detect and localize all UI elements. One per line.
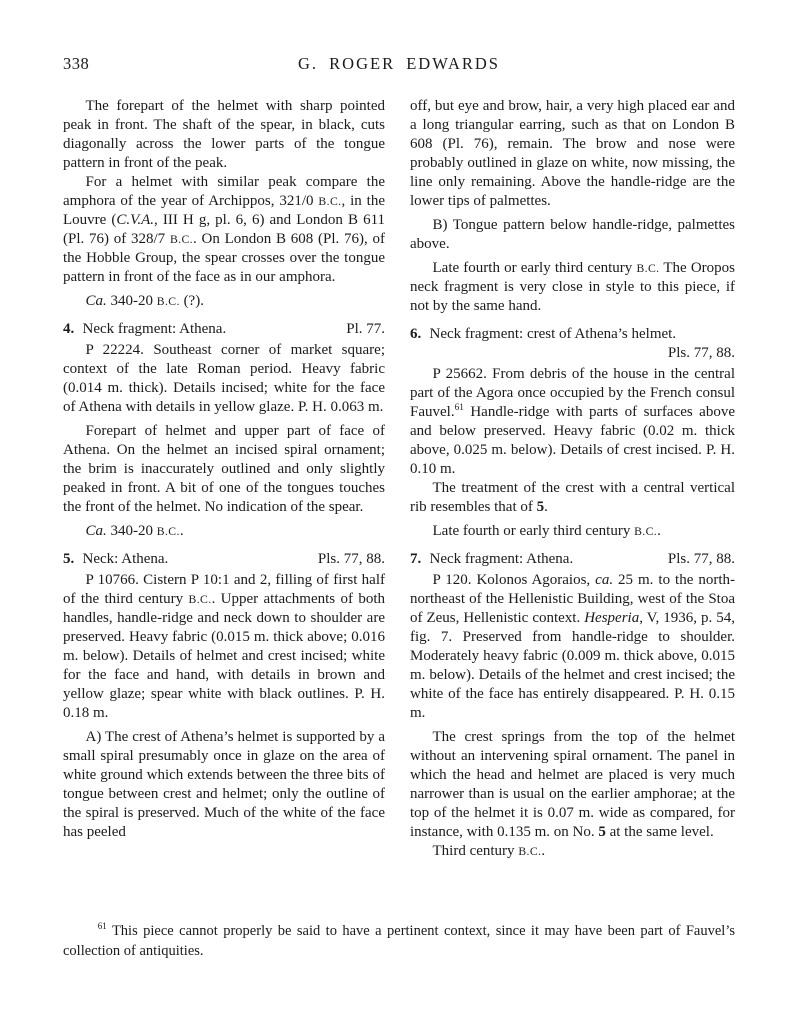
text-segment: B.C. [169,233,193,246]
footnote [63,921,735,961]
entry-heading [410,550,735,569]
page-header [63,53,735,74]
body-paragraph [63,522,385,541]
body-paragraph [410,259,735,316]
text-segment: V, 1936, p. 54, fig. 7. Preserved from handle-ridge to shoulder. Moderately heavy fabric (0.009 m. thick above, 0.015 m. below). Details of the helmet and crest incised; the white of the face has entirely disappeared. P. H. 0.15 m. [410,610,735,721]
text-segment: . [541,843,546,859]
text-segment: P 120. Kolonos Agoraios, [432,572,596,588]
body-paragraph [63,728,385,842]
text-segment: 340-20 [106,293,157,309]
entry-heading [410,325,735,363]
text-segment: Late fourth or early third century [432,260,637,276]
plate-reference: Pls. 77, 88. [317,551,385,567]
text-segment: The Oropos neck fragment is very close in style to this piece, if not by the same hand. [410,260,735,314]
text-segment: Handle-ridge with parts of surfaces above and below preserved. Heavy fabric (0.02 m. thick above, 0.025 m. below). Details of crest incised. P. H. 0.10 m. [410,404,735,477]
text-segment: B.C. [636,262,660,275]
body-paragraph [63,341,385,417]
body-paragraph [410,728,735,842]
text-segment: B.C. [518,845,542,858]
text-segment: 5 [598,824,606,840]
left-column [63,97,385,861]
text-segment: Late fourth or early third century [432,523,635,539]
body-paragraph [63,173,385,287]
text-segment: C.V.A. [116,212,155,228]
text-segment: The treatment of the crest with a central vertical rib resembles that of [410,480,735,515]
text-segment: B) Tongue pattern below handle-ridge, palmettes above. [410,217,735,252]
text-segment: 5 [536,499,545,515]
text-segment: P 10766. Cistern P 10:1 and 2, filling of first half of the third century [63,572,385,607]
text-segment: Ca. [85,293,107,309]
text-segment: 25 m. to the north-northeast of the Hellenistic Building, west of the Stoa of Zeus, Hellenistic context. [410,572,735,626]
body-paragraph [410,479,735,517]
text-segment: . [179,523,184,539]
body-paragraph [410,571,735,723]
plate-reference: Pls. 77, 88. [667,551,735,567]
text-segment: . On London B 608 (Pl. 76), of the Hobble Group, the spear crosses over the tongue pattern in front of the face as in our amphora. [63,231,385,285]
text-segment: Neck fragment: Athena. [82,321,227,337]
plate-reference: Pl. 77. [346,321,385,337]
text-segment: , III H g, pl. 6, 6) and London B 611 (Pl. 76) of 328/7 [63,212,386,247]
entry-title [63,550,168,569]
text-segment: B.C. [156,525,180,538]
running-header: G. ROGER EDWARDS [298,54,500,73]
body-paragraph [410,97,735,211]
entry-title [410,326,676,342]
text-segment: B.C. [318,195,342,208]
entry-number: 5. [63,551,75,567]
text-segment: Third century [432,843,519,859]
text-segment: B.C. [634,525,658,538]
text-segment: 61 [97,921,107,932]
text-segment: at the same level. [605,824,714,840]
body-paragraph [410,842,735,861]
text-segment: Neck fragment: crest of Athena’s helmet. [429,326,677,342]
entry-heading [63,320,385,339]
text-segment: This piece cannot properly be said to have a pertinent context, since it may have been part of Fauvel’s collection of antiquities. [63,923,735,959]
text-segment: B.C. [188,593,212,606]
text-segment: B.C. [156,295,180,308]
text-segment: . [657,523,661,539]
body-paragraph [410,522,735,541]
page-number: 338 [63,54,90,73]
text-segment: P 25662. From debris of the house in the central part of the Agora once occupied by the French consul Fauvel. [410,366,735,420]
entry-heading [63,550,385,569]
text-segment: (?). [179,293,204,309]
text-segment: off, but eye and brow, hair, a very high placed ear and a long triangular earring, such as that on London B 608 (Pl. 76), remain. The brow and nose were probably outlined in glaze on white, now missing, the line only remaining. Above the handle-ridge are the lower tips of palmettes. [410,98,735,209]
plate-reference: Pls. 77, 88. [667,345,735,361]
body-paragraph [63,292,385,311]
text-segment: For a helmet with similar peak compare the amphora of the year of Archippos, 321/0 [63,174,385,209]
text-segment: Ca. [85,523,107,539]
text-segment: Hesperia, [584,610,643,626]
entry-title [410,550,573,569]
text-columns [63,97,735,861]
text-segment: Neck fragment: Athena. [429,551,574,567]
text-segment: A) The crest of Athena’s helmet is supported by a small spiral presumably once in glaze on the area of white ground which extends between the three bits of tongue between crest and helmet; only the outline of the spiral is preserved. Much of the white of the face has peeled [63,729,385,840]
body-paragraph [63,422,385,517]
text-segment: ca. [595,572,614,588]
body-paragraph [410,365,735,479]
text-segment: . Upper attachments of both handles, handle-ridge and neck down to shoulder are preserved. Heavy fabric (0.015 m. thick above; 0.016 m. below). Details of helmet and crest incised; white for the face and hand, with details in brown and yellow glaze; spear white with black outlines. P. H. 0.18 m. [63,591,385,721]
entry-number: 7. [410,551,422,567]
entry-number: 4. [63,321,75,337]
text-segment: , in the Louvre ( [63,193,385,228]
text-segment: 340-20 [106,523,157,539]
right-column [410,97,735,861]
text-segment: The forepart of the helmet with sharp pointed peak in front. The shaft of the spear, in black, cuts diagonally across the lower parts of the tongue pattern in front of the peak. [63,98,385,171]
text-segment: 61 [454,403,464,413]
text-segment: Neck: Athena. [82,551,169,567]
text-segment: Forepart of helmet and upper part of face of Athena. On the helmet an incised spiral ornament; the brim is inaccurately outlined and only slightly peaked in front. A bit of one of the tongues touches the front of the helmet. No indication of the spear. [63,423,385,515]
body-paragraph [410,216,735,254]
text-segment: The crest springs from the top of the helmet without an intervening spiral ornament. The panel in which the head and helmet are placed is very much narrower than is usual on the earlier amphorae; at the top of the helmet it is 0.07 m. wide as compared, for instance, with 0.135 m. on No. [410,729,735,840]
entry-number: 6. [410,326,422,342]
body-paragraph [63,97,385,173]
text-segment: . [544,499,548,515]
entry-title [63,320,226,339]
text-segment: P 22224. Southeast corner of market square; context of the late Roman period. Heavy fabric (0.014 m. thick). Details incised; white for the face of Athena with details in yellow glaze. P. H. 0.063 m. [63,342,385,415]
body-paragraph [63,571,385,723]
